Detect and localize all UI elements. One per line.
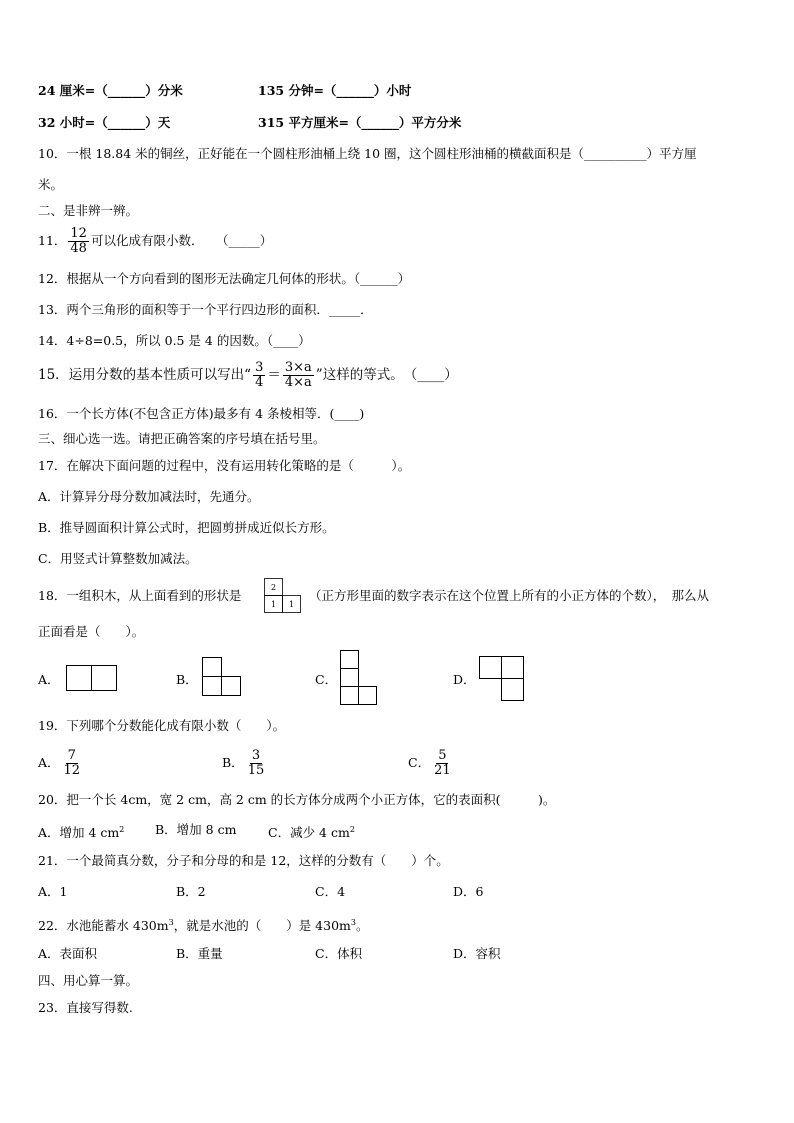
question-20-option-a — [38, 822, 124, 841]
question-17-option-b: B．推导圆面积计算公式时，把圆剪拼成近似长方形。 — [38, 520, 335, 535]
stem-part: 22．水池能蓄水 430m — [38, 918, 169, 934]
figure-square — [359, 687, 377, 705]
option-fraction — [432, 749, 453, 778]
option-c-figure — [340, 650, 380, 706]
stem-part: 。 — [355, 918, 369, 934]
fraction-denominator: 15 — [247, 763, 265, 778]
question-21-stem: 21．一个最简真分数，分子和分母的和是 12，这样的分数有（ ）个。 — [38, 853, 449, 868]
fraction-denominator: 4 — [255, 375, 264, 390]
question-22-option-a: A．表面积 — [38, 946, 98, 961]
question-22-option-c: C．体积 — [315, 946, 363, 961]
option-label: C． — [408, 755, 431, 770]
question-15-prefix: 15．运用分数的基本性质可以写出“ — [38, 367, 252, 383]
question-11 — [38, 226, 272, 256]
figure-square — [341, 687, 359, 705]
question-19-option-a — [38, 747, 84, 779]
question-11-number: 11． — [38, 233, 67, 248]
question-17-stem: 17．在解决下面问题的过程中，没有运用转化策略的是（ ）。 — [38, 458, 411, 473]
question-11-fraction — [68, 227, 89, 256]
question-12: 12．根据从一个方向看到的图形无法确定几何体的形状。（______） — [38, 271, 411, 286]
question-21-option-c: C．4 — [315, 884, 346, 899]
superscript: 3 — [350, 918, 356, 927]
fraction-denominator: 21 — [434, 763, 451, 778]
conversion-item-3: 32 小时=（______）天 — [38, 115, 171, 130]
question-18-prefix: 18．一组积木，从上面看到的形状是 — [38, 588, 242, 603]
question-10-line2: 米。 — [38, 177, 64, 192]
option-a-figure — [66, 665, 118, 691]
fraction-numerator: 7 — [67, 748, 76, 763]
option-label: B． — [222, 755, 244, 770]
figure-square — [203, 658, 222, 677]
section-3-heading: 三、细心选一选。请把正确答案的序号填在括号里。 — [38, 431, 326, 446]
option-label: A． — [38, 755, 60, 770]
question-19-option-b — [222, 747, 268, 779]
question-15 — [38, 360, 458, 390]
fraction-denominator: 12 — [63, 763, 81, 778]
top-view-figure — [264, 578, 302, 614]
conversion-item-2: 135 分钟=（______）小时 — [258, 83, 412, 98]
option-fraction — [62, 749, 83, 778]
fraction-denominator: 48 — [70, 241, 87, 256]
question-20-option-b: B．增加 8 cm — [155, 822, 237, 837]
question-15-fraction-2 — [283, 361, 314, 390]
figure-square — [502, 657, 524, 679]
question-21-option-b: B．2 — [176, 884, 206, 899]
option-d-figure — [479, 656, 525, 702]
conversion-item-1: 24 厘米=（______）分米 — [38, 83, 183, 98]
stem-part: ，就是水池的（ ）是 430m — [173, 918, 351, 934]
question-17-option-c: C．用竖式计算整数加减法。 — [38, 551, 198, 566]
question-15-fraction-1 — [253, 361, 265, 390]
fraction-denominator: 4×a — [284, 375, 312, 390]
question-18-option-c-label: C． — [315, 672, 338, 687]
fraction-numerator: 3 — [251, 748, 261, 763]
question-15-equals: ＝ — [267, 367, 281, 383]
figure-square — [67, 666, 92, 691]
question-18-option-d-label: D． — [453, 672, 476, 687]
option-text: C．减少 4 cm — [268, 825, 350, 841]
top-view-cell-count: 1 — [270, 600, 277, 609]
question-14: 14．4÷8=0.5，所以 0.5 是 4 的因数。（____） — [38, 333, 311, 348]
figure-square — [480, 657, 502, 679]
question-20-option-c — [268, 822, 355, 841]
section-2-heading: 二、是非辨一辨。 — [38, 203, 139, 218]
figure-square — [341, 669, 359, 687]
figure-square — [502, 679, 524, 701]
figure-square — [92, 666, 117, 691]
section-4-heading: 四、用心算一算。 — [38, 973, 139, 988]
question-16: 16．一个长方体(不包含正方体)最多有 4 条棱相等．(____) — [38, 406, 365, 421]
question-13: 13．两个三角形的面积等于一个平行四边形的面积．_____． — [38, 302, 373, 317]
top-view-cell-count: 1 — [288, 600, 295, 609]
figure-square — [222, 677, 241, 696]
question-18-suffix: （正方形里面的数字表示在这个位置上所有的小正方体的个数）， 那么从 — [309, 588, 710, 603]
question-23: 23．直接写得数. — [38, 1000, 133, 1015]
question-22-stem — [38, 915, 368, 934]
figure-square — [203, 677, 222, 696]
superscript: 3 — [168, 918, 174, 927]
question-18-option-a-label: A． — [38, 672, 60, 687]
superscript: 2 — [119, 825, 125, 834]
question-18-option-b-label: B． — [176, 672, 198, 687]
question-19-option-c — [408, 747, 455, 779]
question-22-option-d: D．容积 — [453, 946, 501, 961]
question-11-text: 可以化成有限小数． （_____） — [90, 233, 273, 248]
conversion-item-4: 315 平方厘米=（______）平方分米 — [258, 115, 462, 130]
option-fraction — [246, 749, 267, 778]
question-10-line1: 10．一根 18.84 米的铜丝，正好能在一个圆柱形油桶上绕 10 圈，这个圆柱形油桶的横截面积是（__________）平方厘 — [38, 146, 697, 161]
question-15-suffix: ”这样的等式。 （____） — [315, 367, 458, 383]
option-b-figure — [202, 657, 244, 697]
question-18-line2: 正面看是（ ）。 — [38, 624, 145, 639]
fraction-numerator: 3×a — [284, 360, 312, 375]
top-view-cell-count: 2 — [270, 583, 277, 592]
question-22-option-b: B．重量 — [176, 946, 223, 961]
question-21-option-a: A．1 — [38, 884, 68, 899]
figure-square — [341, 651, 359, 669]
option-text: A．增加 4 cm — [38, 825, 120, 841]
fraction-numerator: 3 — [255, 360, 264, 375]
fraction-numerator: 5 — [438, 748, 447, 763]
question-17-option-a: A．计算异分母分数加减法时，先通分。 — [38, 489, 260, 504]
question-19-stem: 19．下列哪个分数能化成有限小数（ ）。 — [38, 718, 286, 733]
superscript: 2 — [349, 825, 355, 834]
question-21-option-d: D．6 — [453, 884, 484, 899]
fraction-numerator: 12 — [70, 226, 87, 241]
question-20-stem: 20．把一个长 4cm，宽 2 cm，高 2 cm 的长方体分成两个小正方体，它的表面积( )。 — [38, 792, 556, 807]
